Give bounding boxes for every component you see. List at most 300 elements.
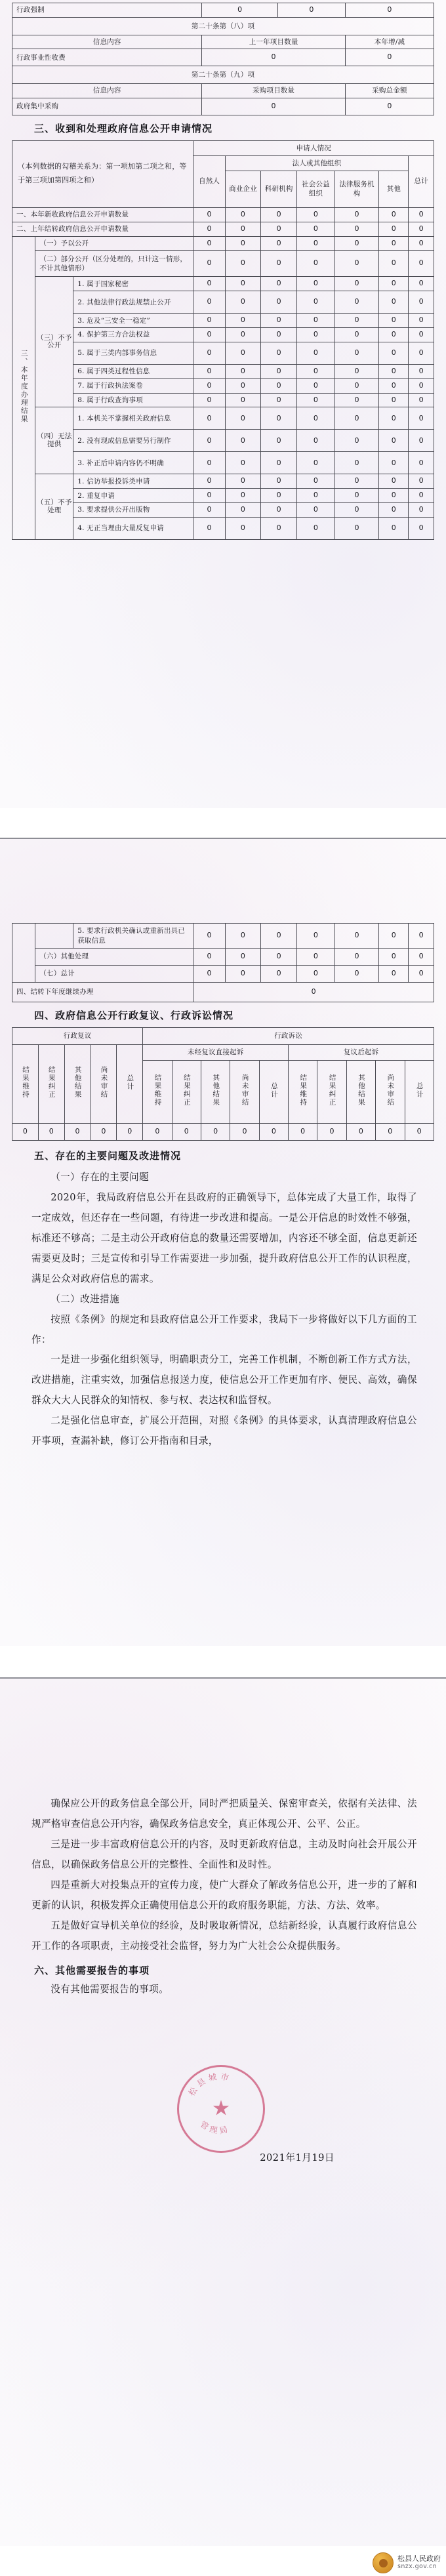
- cell-value: 0: [296, 342, 334, 364]
- site-title: 松县人民政府: [397, 2554, 441, 2564]
- col-header-after-corrected: 结果纠正: [317, 1061, 346, 1124]
- cell-value: 0: [193, 342, 225, 364]
- cell-value: 0: [64, 1124, 91, 1141]
- signature-date: 2021年1月19日: [260, 2152, 334, 2164]
- cell-value: 0: [296, 518, 334, 540]
- cell-value: 0: [143, 1124, 172, 1141]
- cell-value: 0: [334, 277, 379, 291]
- cell-value: 0: [334, 430, 379, 452]
- col-header-after-pending: 尚未审结: [376, 1061, 405, 1124]
- cell-value: 0: [409, 251, 434, 277]
- section-6-title: 六、其他需要报告的事项: [34, 1964, 150, 1976]
- page-footer: [0, 2546, 446, 2576]
- paragraph-other-matters: 没有其他需要报告的事项。: [51, 1983, 169, 1995]
- cell-value: 0: [379, 503, 409, 518]
- cell-value: 0: [379, 328, 409, 342]
- paragraph-main-problems: 2020年，我局政府信息公开在县政府的正确领导下，总体完成了大量工作，取得了一定成效，但还存在一些问题，有待进一步改进和提高。一是公开信息的时效性不够强，标准还不够高；二是主动公开政府信息的数量还需要增加，内容还不够全面，信息更新还需要更及时；三是宣传和引导工作需要进一步加强，提升政府信息公开工作的认识程度，满足公众对政府信息的需求。: [31, 1191, 417, 1284]
- cell-value: 0: [296, 489, 334, 503]
- subsection-5-1-title: （一）存在的主要问题: [51, 1172, 150, 1183]
- cell-value: 0: [225, 328, 261, 342]
- cell-value: 0: [409, 966, 434, 983]
- cell-value: 0: [409, 378, 434, 393]
- table-row: [12, 489, 434, 503]
- col-header-other: 其他: [379, 171, 409, 207]
- cell-value: 0: [379, 924, 409, 949]
- cell-value: 0: [409, 236, 434, 251]
- cell-value: 0: [225, 949, 261, 966]
- cell-value: 0: [193, 207, 225, 222]
- cell-value: 0: [296, 474, 334, 489]
- cell-value: 0: [379, 291, 409, 314]
- row-label: 3. 补正后申请内容仍不明确: [73, 452, 193, 474]
- cell-value: 0: [225, 452, 261, 474]
- cell-value: 0: [334, 503, 379, 518]
- cell-value: 0: [193, 924, 225, 949]
- row-label-not-processed: （五）不予处理: [35, 474, 73, 540]
- subsection-5-2-title: （二）改进措施: [51, 1293, 120, 1305]
- table-row: [12, 328, 434, 342]
- cell-value: 0: [289, 1124, 317, 1141]
- paragraph-improvement-5: 五是做好宣导机关单位的经验，及时吸取新情况，总结新经验，认真履行政府信息公开工作的各项职责，主动接受社会监督，努力为广大社会公众提供服务。: [31, 1919, 417, 1952]
- table-row: [12, 949, 434, 966]
- col-header-direct-corrected: 结果纠正: [172, 1061, 201, 1124]
- cell-value: 0: [261, 489, 297, 503]
- cell-value: 0: [261, 407, 297, 430]
- cell-value: 0: [334, 364, 379, 378]
- cell-value: 0: [259, 1124, 288, 1141]
- row-label: 7. 属于行政执法案卷: [73, 378, 193, 393]
- cell-value: 0: [296, 277, 334, 291]
- table-row: [12, 66, 434, 84]
- col-header-direct-upheld: 结果维持: [143, 1061, 172, 1124]
- cell-value: 0: [334, 407, 379, 430]
- col-header-public-welfare: 社会公益组织: [296, 171, 334, 207]
- cell-value: 0: [261, 364, 297, 378]
- table-row: [12, 983, 434, 1002]
- paragraph-improvement-2-cont: 确保应公开的政务信息全部公开，同时严把质量关、保密审查关，依据有关法律、法规严格审查信息公开内容，确保政务信息安全，真正体现公开、公平、公正。: [31, 1798, 417, 1830]
- row-label: 3. 危及“三安全一稳定”: [73, 314, 193, 328]
- row-label: 2. 没有现成信息需要另行制作: [73, 430, 193, 452]
- cell-value: 0: [202, 98, 346, 115]
- cell-value: 0: [409, 207, 434, 222]
- clause-heading: 第二十条第（九）项: [12, 66, 434, 84]
- cell-value: 0: [334, 222, 379, 236]
- cell-value: 0: [193, 236, 225, 251]
- reconciliation-note: （本列数据的勾稽关系为：第一项加第二项之和，等于第三项加第四项之和）: [12, 140, 193, 207]
- cell-value: 0: [334, 474, 379, 489]
- cell-value: 0: [409, 452, 434, 474]
- cell-value: 0: [261, 924, 297, 949]
- document-page-3: [0, 1679, 446, 2546]
- cell-value: 0: [225, 207, 261, 222]
- cell-value: 0: [296, 393, 334, 407]
- seal-star-icon: ★: [212, 2099, 230, 2119]
- cell-value: 0: [193, 314, 225, 328]
- cell-value: 0: [193, 452, 225, 474]
- row-label-annual-results: 三、本年度办理结果: [12, 236, 35, 539]
- cell-value: 0: [334, 328, 379, 342]
- table-row: [12, 3, 434, 18]
- cell-value: 0: [334, 924, 379, 949]
- cell-value: 0: [230, 1124, 259, 1141]
- cell-value-carry-forward: 0: [193, 983, 434, 1002]
- cell-value: 0: [261, 430, 297, 452]
- row-label-carry-forward: 四、结转下年度继续办理: [12, 983, 193, 1002]
- spacer-cell: [35, 924, 73, 949]
- table-row: [12, 364, 434, 378]
- col-header-after-other: 其他结果: [346, 1061, 375, 1124]
- group-header-legal-entity: 法人或其他组织: [225, 155, 409, 171]
- cell-value: 0: [345, 49, 434, 66]
- cell-value: 0: [225, 291, 261, 314]
- table-row: [12, 291, 434, 314]
- col-header-after-upheld: 结果维持: [289, 1061, 317, 1124]
- col-header: 信息内容: [12, 84, 202, 98]
- row-label: 5. 要求行政机关确认或重新出具已获取信息: [73, 924, 193, 949]
- col-header-review-pending: 尚未审结: [91, 1045, 117, 1124]
- cell-value: 0: [296, 966, 334, 983]
- section-5-title: 五、存在的主要问题及改进情况: [34, 1150, 182, 1162]
- table-row: [12, 277, 434, 291]
- cell-value: 0: [193, 291, 225, 314]
- row-label-new-requests: 一、本年新收政府信息公开申请数量: [12, 207, 193, 222]
- signature-block: [12, 2068, 434, 2166]
- row-label: 8. 属于行政查询事项: [73, 393, 193, 407]
- site-badge[interactable]: [373, 2552, 441, 2573]
- table-row: [12, 924, 434, 949]
- cell-value: 0: [261, 474, 297, 489]
- paragraph-improvement-3: 三是进一步丰富政府信息公开的内容，及时更新政府信息，主动及时向社会开展公开信息，以确保政务信息公开的完整性、全面性和及时性。: [31, 1838, 417, 1870]
- table-row: [12, 17, 434, 35]
- group-header-litigation: 行政诉讼: [143, 1028, 434, 1045]
- cell-value: 0: [296, 924, 334, 949]
- cell-value: 0: [296, 207, 334, 222]
- row-label-partial: （二）部分公开（区分处理的，只计这一情形，不计其他情形）: [35, 251, 193, 277]
- cell-value: 0: [201, 1124, 230, 1141]
- cell-value: 0: [296, 314, 334, 328]
- cell-value: 0: [38, 1124, 64, 1141]
- cell-value: 0: [225, 277, 261, 291]
- cell-value: 0: [193, 430, 225, 452]
- row-label: 5. 属于三类内部事务信息: [73, 342, 193, 364]
- cell-value: 0: [261, 393, 297, 407]
- cell-value: 0: [345, 3, 434, 18]
- col-header: 采购项目数量: [202, 84, 346, 98]
- cell-value: 0: [334, 518, 379, 540]
- cell-value: 0: [409, 430, 434, 452]
- cell-value: 0: [405, 1124, 434, 1141]
- cell-value: 0: [379, 378, 409, 393]
- cell-value: 0: [379, 314, 409, 328]
- table-row: [12, 452, 434, 474]
- group-header-review: 行政复议: [12, 1028, 143, 1045]
- row-label: 行政强制: [12, 3, 202, 18]
- table-row: [12, 251, 434, 277]
- cell-value: 0: [261, 966, 297, 983]
- cell-value: 0: [225, 489, 261, 503]
- row-label: 3. 要求提供公开出版物: [73, 503, 193, 518]
- row-label-disclosed: （一）予以公开: [35, 236, 193, 251]
- table-row: [12, 518, 434, 540]
- cell-value: 0: [296, 291, 334, 314]
- cell-value: 0: [261, 949, 297, 966]
- page-separator: [0, 1646, 446, 1677]
- cell-value: 0: [379, 430, 409, 452]
- cell-value: 0: [261, 328, 297, 342]
- table-row: [12, 222, 434, 236]
- cell-value: 0: [379, 966, 409, 983]
- page-separator: [0, 808, 446, 838]
- table-header-row: [12, 1028, 434, 1045]
- cell-value: 0: [193, 378, 225, 393]
- cell-value: 0: [172, 1124, 201, 1141]
- information-request-table-continued: [12, 923, 434, 1002]
- cell-value: 0: [379, 949, 409, 966]
- cell-value: 0: [117, 1124, 143, 1141]
- cell-value: 0: [409, 342, 434, 364]
- cell-value: 0: [225, 314, 261, 328]
- cell-value: 0: [345, 98, 434, 115]
- cell-value: 0: [225, 393, 261, 407]
- cell-value: 0: [409, 328, 434, 342]
- cell-value: 0: [261, 378, 297, 393]
- cell-value: 0: [296, 407, 334, 430]
- paragraph-improvement-2: 二是强化信息审查，扩展公开范围，对照《条例》的具体要求，认真清理政府信息公开事项，查漏补缺，修订公开指南和目录，: [31, 1415, 417, 1447]
- cell-value: 0: [296, 328, 334, 342]
- cell-value: 0: [202, 3, 278, 18]
- table-header-row: [12, 35, 434, 49]
- row-label-not-disclosed: （三）不予公开: [35, 277, 73, 407]
- svg-text:管理局: 管理局: [198, 2119, 232, 2136]
- cell-value: 0: [225, 503, 261, 518]
- cell-value: 0: [261, 222, 297, 236]
- cell-value: 0: [296, 251, 334, 277]
- cell-value: 0: [409, 393, 434, 407]
- cell-value: 0: [379, 222, 409, 236]
- table-row: [12, 1124, 434, 1141]
- row-label-unable-provide: （四）无法提供: [35, 407, 73, 474]
- cell-value: 0: [334, 251, 379, 277]
- row-label: 4. 保护第三方合法权益: [73, 328, 193, 342]
- col-header-review-total: 总计: [117, 1045, 143, 1124]
- cell-value: 0: [225, 342, 261, 364]
- col-header: 上一年项目数量: [202, 35, 346, 49]
- row-label: 1. 属于国家秘密: [73, 277, 193, 291]
- table-row: [12, 474, 434, 489]
- cell-value: 0: [409, 518, 434, 540]
- table-row: [12, 378, 434, 393]
- cell-value: 0: [409, 222, 434, 236]
- cell-value: 0: [334, 291, 379, 314]
- cell-value: 0: [296, 430, 334, 452]
- group-header-applicant: 申请人情况: [193, 140, 434, 155]
- paragraph-improvement-4: 四是重新大对投集点开的宣传力度，使广大群众了解政务信息公开，进一步的了解和更新的认识，积极发挥众正确使用信息公开的政府服务职能，方法、方法、效率。: [31, 1879, 417, 1911]
- table-row: [12, 342, 434, 364]
- col-header: 本年增/减: [345, 35, 434, 49]
- cell-value: 0: [379, 407, 409, 430]
- cell-value: 0: [296, 949, 334, 966]
- row-label-subtotal: （七）总计: [35, 966, 193, 983]
- cell-value: 0: [379, 518, 409, 540]
- row-label: 6. 属于四类过程性信息: [73, 364, 193, 378]
- cell-value: 0: [193, 277, 225, 291]
- col-header-review-upheld: 结果维持: [12, 1045, 39, 1124]
- section-4-title: 四、政府信息公开行政复议、行政诉讼情况: [34, 1010, 234, 1021]
- section-3-title: 三、收到和处理政府信息公开申请情况: [34, 122, 213, 134]
- row-label: 2. 重复申请: [73, 489, 193, 503]
- cell-value: 0: [296, 364, 334, 378]
- col-header: 信息内容: [12, 35, 202, 49]
- cell-value: 0: [193, 251, 225, 277]
- cell-value: 0: [261, 503, 297, 518]
- cell-value: 0: [261, 207, 297, 222]
- cell-value: 0: [409, 924, 434, 949]
- cell-value: 0: [409, 474, 434, 489]
- cell-value: 0: [193, 328, 225, 342]
- cell-value: 0: [261, 452, 297, 474]
- cell-value: 0: [193, 364, 225, 378]
- cell-value: 0: [379, 251, 409, 277]
- cell-value: 0: [91, 1124, 117, 1141]
- table-row: [12, 314, 434, 328]
- cell-value: 0: [202, 49, 346, 66]
- table-row: [12, 966, 434, 983]
- col-header-review-corrected: 结果纠正: [38, 1045, 64, 1124]
- cell-value: 0: [379, 207, 409, 222]
- cell-value: 0: [379, 277, 409, 291]
- cell-value: 0: [193, 407, 225, 430]
- cell-value: 0: [317, 1124, 346, 1141]
- cell-value: 0: [409, 291, 434, 314]
- cell-value: 0: [278, 3, 346, 18]
- cell-value: 0: [376, 1124, 405, 1141]
- cell-value: 0: [225, 924, 261, 949]
- cell-value: 0: [193, 518, 225, 540]
- cell-value: 0: [346, 1124, 375, 1141]
- cell-value: 0: [409, 489, 434, 503]
- row-label: 2. 其他法律行政法规禁止公开: [73, 291, 193, 314]
- table-header-row: [12, 140, 434, 155]
- cell-value: 0: [334, 207, 379, 222]
- document-page-2: [0, 839, 446, 1646]
- cell-value: 0: [193, 966, 225, 983]
- cell-value: 0: [225, 474, 261, 489]
- cell-value: 0: [225, 251, 261, 277]
- cell-value: 0: [225, 966, 261, 983]
- cell-value: 0: [261, 342, 297, 364]
- cell-value: 0: [379, 474, 409, 489]
- cell-value: 0: [334, 314, 379, 328]
- col-header: 采购总金额: [345, 84, 434, 98]
- svg-text:松县城市: 松县城市: [186, 2071, 233, 2098]
- cell-value: 0: [193, 393, 225, 407]
- cell-value: 0: [379, 342, 409, 364]
- statutory-disclosure-table: [12, 3, 434, 115]
- table-row: [12, 98, 434, 115]
- table-row: [12, 407, 434, 430]
- cell-value: 0: [409, 503, 434, 518]
- col-header-after-total: 总计: [405, 1061, 434, 1124]
- row-label: 政府集中采购: [12, 98, 202, 115]
- cell-value: 0: [225, 364, 261, 378]
- cell-value: 0: [296, 452, 334, 474]
- cell-value: 0: [409, 314, 434, 328]
- cell-value: 0: [225, 407, 261, 430]
- cell-value: 0: [12, 1124, 39, 1141]
- table-row: [12, 393, 434, 407]
- cell-value: 0: [334, 949, 379, 966]
- col-header-total: 总计: [409, 155, 434, 207]
- cell-value: 0: [334, 393, 379, 407]
- document-page-1: [0, 0, 446, 808]
- cell-value: 0: [379, 393, 409, 407]
- cell-value: 0: [261, 518, 297, 540]
- cell-value: 0: [225, 378, 261, 393]
- table-header-row: [12, 1045, 434, 1061]
- cell-value: 0: [296, 378, 334, 393]
- cell-value: 0: [225, 518, 261, 540]
- administrative-review-litigation-table: [12, 1027, 434, 1141]
- cell-value: 0: [193, 474, 225, 489]
- table-row: [12, 503, 434, 518]
- table-row: [12, 430, 434, 452]
- row-label: 4. 无正当理由大量反复申请: [73, 518, 193, 540]
- row-label-carried-over: 二、上年结转政府信息公开申请数量: [12, 222, 193, 236]
- cell-value: 0: [379, 489, 409, 503]
- cell-value: 0: [261, 236, 297, 251]
- cell-value: 0: [409, 277, 434, 291]
- col-header-direct-total: 总计: [259, 1061, 288, 1124]
- sub-header-direct-litigation: 未经复议直接起诉: [143, 1045, 289, 1061]
- information-request-table: [12, 140, 434, 540]
- cell-value: 0: [334, 452, 379, 474]
- cell-value: 0: [296, 503, 334, 518]
- col-header-research: 科研机构: [261, 171, 297, 207]
- row-label: 1. 信访举报投诉类申请: [73, 474, 193, 489]
- cell-value: 0: [193, 503, 225, 518]
- col-header-direct-pending: 尚未审结: [230, 1061, 259, 1124]
- table-header-row: [12, 84, 434, 98]
- col-header-review-other: 其他结果: [64, 1045, 91, 1124]
- cell-value: 0: [334, 489, 379, 503]
- cell-value: 0: [225, 222, 261, 236]
- cell-value: 0: [334, 236, 379, 251]
- cell-value: 0: [261, 251, 297, 277]
- cell-value: 0: [261, 291, 297, 314]
- col-header-legal-service: 法律服务机构: [334, 171, 379, 207]
- cell-value: 0: [334, 378, 379, 393]
- cell-value: 0: [409, 407, 434, 430]
- clause-heading: 第二十条第（八）项: [12, 17, 434, 35]
- cell-value: 0: [379, 236, 409, 251]
- table-row: [12, 49, 434, 66]
- cell-value: 0: [261, 314, 297, 328]
- cell-value: 0: [334, 342, 379, 364]
- paragraph-improvement-intro: 按照《条例》的规定和县政府信息公开工作要求，我局下一步将做好以下几方面的工作：: [31, 1313, 417, 1345]
- cell-value: 0: [409, 364, 434, 378]
- row-label: 1. 本机关不掌握相关政府信息: [73, 407, 193, 430]
- paragraph-improvement-1: 一是进一步强化组织领导，明确职责分工，完善工作机制，不断创新工作方式方法，改进措施，注重实效，加强信息报送力度，使信息公开工作更加有序、便民、高效，确保群众大大人民群众的知情权、参与权、表达权和监督权。: [31, 1354, 417, 1406]
- government-emblem-icon: [373, 2552, 394, 2573]
- spacer-cell: [12, 924, 35, 983]
- row-label-other-handling: （六）其他处理: [35, 949, 193, 966]
- cell-value: 0: [193, 222, 225, 236]
- table-row: [12, 207, 434, 222]
- cell-value: 0: [296, 236, 334, 251]
- row-label: 行政事业性收费: [12, 49, 202, 66]
- col-header-business: 商业企业: [225, 171, 261, 207]
- site-url: snzx.gov.cn: [397, 2562, 437, 2570]
